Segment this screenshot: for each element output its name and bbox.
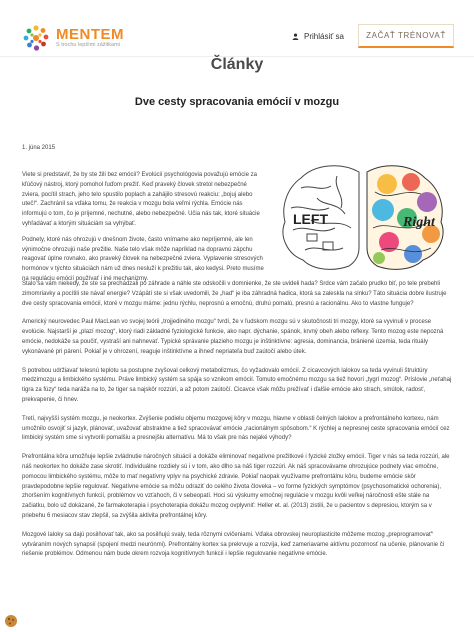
body-paragraph: S potrebou udržiavať telesnú teplotu sa postupne zvyšoval celkový metabolizmus, čo vyžadovalo emócií. Z cicavcových lalokov sa teda vyvinuli štruktúry medzimozgu a limbického systému. Práve limbický systém sa spája so vznikom emócií. Tomuto emočnému mozgu sa tiež hovorí „tygrí mozog“. Príslovie „neťahaj tigra za fúzy“ teda naráža na to, že tiger sa najskôr rozzúri, a až potom zaútočí. Cicavce však môžu prežívať i ďalšie emócie ako strach, smútok, radosť, prekvapenie, či hnev. bbox=[22, 367, 452, 403]
article-body bbox=[22, 280, 454, 569]
article-title: Dve cesty spracovania emócií v mozgu bbox=[134, 96, 340, 108]
body-paragraph: Stalo sa vám niekedy, že ste sa prechádzali po záhrade a náhle ste odskočili v domnienke, že ste uvideli hada? Srdce vám začalo prudko biť, po tele prebehli zimomriavky a pocítili ste návaľ energie? Vzápätí ste si však uvedomili, že „had“ je iba záhradná hadica, ktorá sa zaleskla na slnku? Táto situácia dobre ilustruje dve cesty spracovania emócií, ktoré v mozgu máme: jednu rýchlu, neprosnú a emočnú, druhú pomalú, presnú a racionálnu. Ako to vlastne funguje? bbox=[22, 281, 447, 307]
site-header bbox=[0, 0, 474, 57]
login-label: Prihlásiť sa bbox=[304, 32, 344, 41]
body-paragraph: Americký neurovedec Paul MacLean vo svojej teórii „trojjediného mozgu“ tvrdí, že v ľudskom mozgu sú v skutočnosti tri mozgy, ktoré sa vyvinuli v procese evolúcie. Najstarší je „plazí mozog“, ktorý riadi základné fyziologické funkcie, ako napr. dýchanie, spánok, krvný obeh alebo reflexy. Tento mozog este nepozná emócie, nedokáže sa poučiť, vystraší ani nahnevať. Typické správanie plazieho mozgu je inštinktívne: agresia, dominancia, brániené územia, teda rituály vykonávané pri párení. Pokiaľ je v ohrození, reaguje inštinktívne a ihneď nepriateľa buď zaútočí alebo útek. bbox=[22, 319, 444, 355]
body-paragraph: Mozgové laloky sa dajú posilňovať tak, ako sa posilňujú svaly, teda rôznymi cvičeniami. Vďaka obrovskej neuroplasticite môžeme mozog „preprogramovať“ vytváraním nových synapsií (spojení medzi neurónmi). Prefrontálny kortex sa prekrvuje a rozvíja, keď zameriavame aktívnu pozornosť na učenie, plánovanie či riešenie problémov. Odmenou nám bude okrem rozvoja kognitívnych funkcií i lepšie regulovanie negatívne emócie. bbox=[22, 531, 445, 558]
body-paragraph: Tretí, najvyšší systém mozgu, je neokortex. Zvýšenie podielu objemu mozgovej kôry v mozgu, hlavne v oblasti čelných lalokov a prefrontálneho kortexu, nám umožnilo osvojiť si jazyk, plánovať, uvažovať abstraktne a tiež spracovávať emócie „racionálnym spôsobom.“ K rýchlej a nepresnej ceste spracovania emócií cez limbický systém sme si vytvorili pomalšiu a presnejšiu alternatívu. Má to však pre nás nejaké výhody? bbox=[22, 415, 450, 442]
user-icon bbox=[292, 33, 299, 40]
article-intro bbox=[22, 171, 264, 291]
left-label: LEFT bbox=[293, 211, 328, 227]
body-paragraph: Prefrontálna kôra umožňuje lepšie zvládnutie náročných situácií a dokáže eliminovať negatívne prežitkové i fyzické zložky emócií. Tiger v nás sa teda rozzúri, ale náš neokortex ho dokáže zase skrotiť. Individuálne rozdiely sú i v tom, ako dlho sa náš tiger rozzúri. Ak náš spracovávame ohrozujúce podnety viac emočne, pomocou limbického systému, môže to mať negatívny vplyv na psychické zdravie. Pokiaľ naopak využívame prefrontálnu kôru, budeme emócie skôr pravdepodobne lepšie regulovať. Negatívne emócie sa môžu odraziť do celého života človeka – vo forme fyzických symptómov (psychosomatické ochorenia), zhoršením kognitívnych funkcií, problémov vo vzťahoch, či v sebeopatí. Hoci sú výskumy emočnej regulácie v mozgu kvôli veľkej náročnosti ešte stále na začiatku, bolo už dokázané, že farmakoterapia i psychoterapia dokážu mozog ovplyvniť: Heller et. al. (2013) zistili, že u pacientov s depresiou, ktorým sa v priebehu 6 mesiacov stav zlepšil, sa zvýšila aktivita prefrontálnej kôry. bbox=[22, 454, 450, 519]
brand-name: MENTEM bbox=[56, 26, 124, 43]
mentem-logo-icon bbox=[22, 24, 50, 52]
right-label: Right bbox=[403, 215, 435, 230]
login-link[interactable] bbox=[292, 32, 344, 41]
cookie-icon[interactable] bbox=[4, 614, 18, 628]
brand-tagline: S trochu lepšími zážitkami bbox=[56, 42, 120, 48]
logo[interactable] bbox=[22, 24, 124, 52]
brain-illustration bbox=[271, 158, 455, 284]
start-training-button[interactable]: ZAČAŤ TRÉNOVAŤ bbox=[358, 24, 454, 48]
intro-paragraph: Viete si predstaviť, že by ste žili bez emócií? Evolúcií psychológovia považujú emócie za kľúčový nástroj, ktorý pomohol ľuďom prežiť. Keď praveký človek stretol nebezpečné zviera, pocítil strach, jeho telo spustilo poplach a zahájilo stresovú reakciu: „bojuj alebo uteč!“. Zachránil sa vďaka tomu, že reakcia v mozgu bola veľmi rýchla. Emócie nás informujú o tom, čo je príjemné, nechutné, alebo nebezpečné. Učia nás tak, ktoré situácie vyhľadávať a ktorým situáciám sa vyhýbať. bbox=[22, 172, 260, 227]
intro-paragraph: Podnety, ktoré nás ohrozujú v dnešnom živote, často vnímame ako nepríjemné, ale len výnimočne ohrozujú naše prežitie. Naše telo však môže napríklad na dopravnú zápchu reagovať úplne rovnako, ako praveký človek na nebezpečné zviera. Vyplavenie stresových hormónov v týchto situáciách nám už dnes nesluží k prežitiu tak, ako kedysi. Preto musíme na reguláciu emócií používať i iné mechanizmy. bbox=[22, 236, 264, 282]
section-title: Články bbox=[210, 56, 264, 73]
article-date: 1. júna 2015 bbox=[22, 145, 56, 151]
